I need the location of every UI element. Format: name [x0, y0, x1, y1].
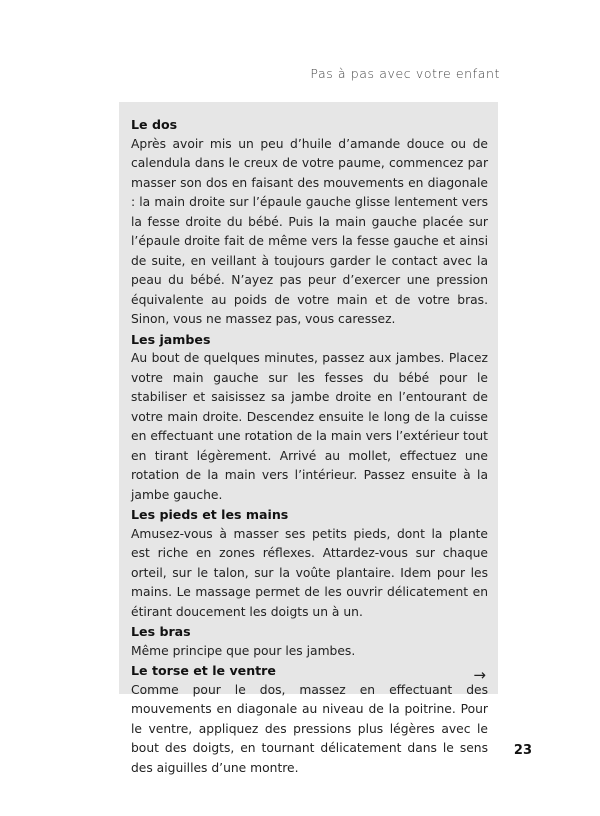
massage-instructions [131, 115, 488, 778]
section-text-jambes: Au bout de quelques minutes, passez aux jambes. Placez votre main gauche sur les fesses du bébé pour le stabiliser et saisissez sa jambe droite en l’entourant de votre main droite. Descendez ensuite le long de la cuisse en effectuant une rotation de la main vers l’extérieur tout en tirant légèrement. Arrivé au mollet, effectuez une rotation de la main vers l’intérieur. Passez ensuite à la jambe gauche. [131, 351, 488, 502]
section-title-bras: Les bras [131, 624, 191, 639]
section-title-dos: Le dos [131, 117, 178, 132]
running-header: Pas à pas avec votre enfant [310, 66, 500, 81]
section-title-jambes: Les jambes [131, 331, 211, 347]
section-text-dos: Après avoir mis un peu d’huile d’amande douce ou de calendula dans le creux de votre paume, commencez par masser son dos en faisant des mouvements en diagonale : la main droite sur l’épaule gauche glisse lentement vers la fesse droite du bébé. Puis la main gauche placée sur l’épaule droite fait de même vers la fesse gauche et ainsi de suite, en veillant à toujours garder le contact avec la peau du bébé. N’ayez pas peur d’exercer une pression équivalente au poids de votre main et de votre bras. Sinon, vous ne massez pas, vous caressez. [131, 136, 488, 326]
section-text-pieds-mains: Amusez-vous à masser ses petits pieds, dont la plante est riche en zones réflexes. Attardez-vous sur chaque orteil, sur le talon, sur la voûte plantaire. Idem pour les mains. Le massage permet de les ouvrir délicatement en étirant doucement les doigts un à un. [131, 526, 488, 619]
section-title-pieds-mains: Les pieds et les mains [131, 507, 289, 522]
section-title-torse-ventre: Le torse et le ventre [131, 663, 276, 678]
section-text-bras: Même principe que pour les jambes. [131, 643, 356, 658]
section-text-torse-ventre: Comme pour le dos, massez en effectuant des mouvements en diagonale au niveau de la poitrine. Pour le ventre, appliquez des pressions plus légères avec le bout des doigts, en tournant délicatement dans le sens des aiguilles d’une montre. [131, 682, 488, 775]
continue-arrow-icon: → [473, 666, 486, 684]
page-number: 23 [513, 743, 532, 758]
